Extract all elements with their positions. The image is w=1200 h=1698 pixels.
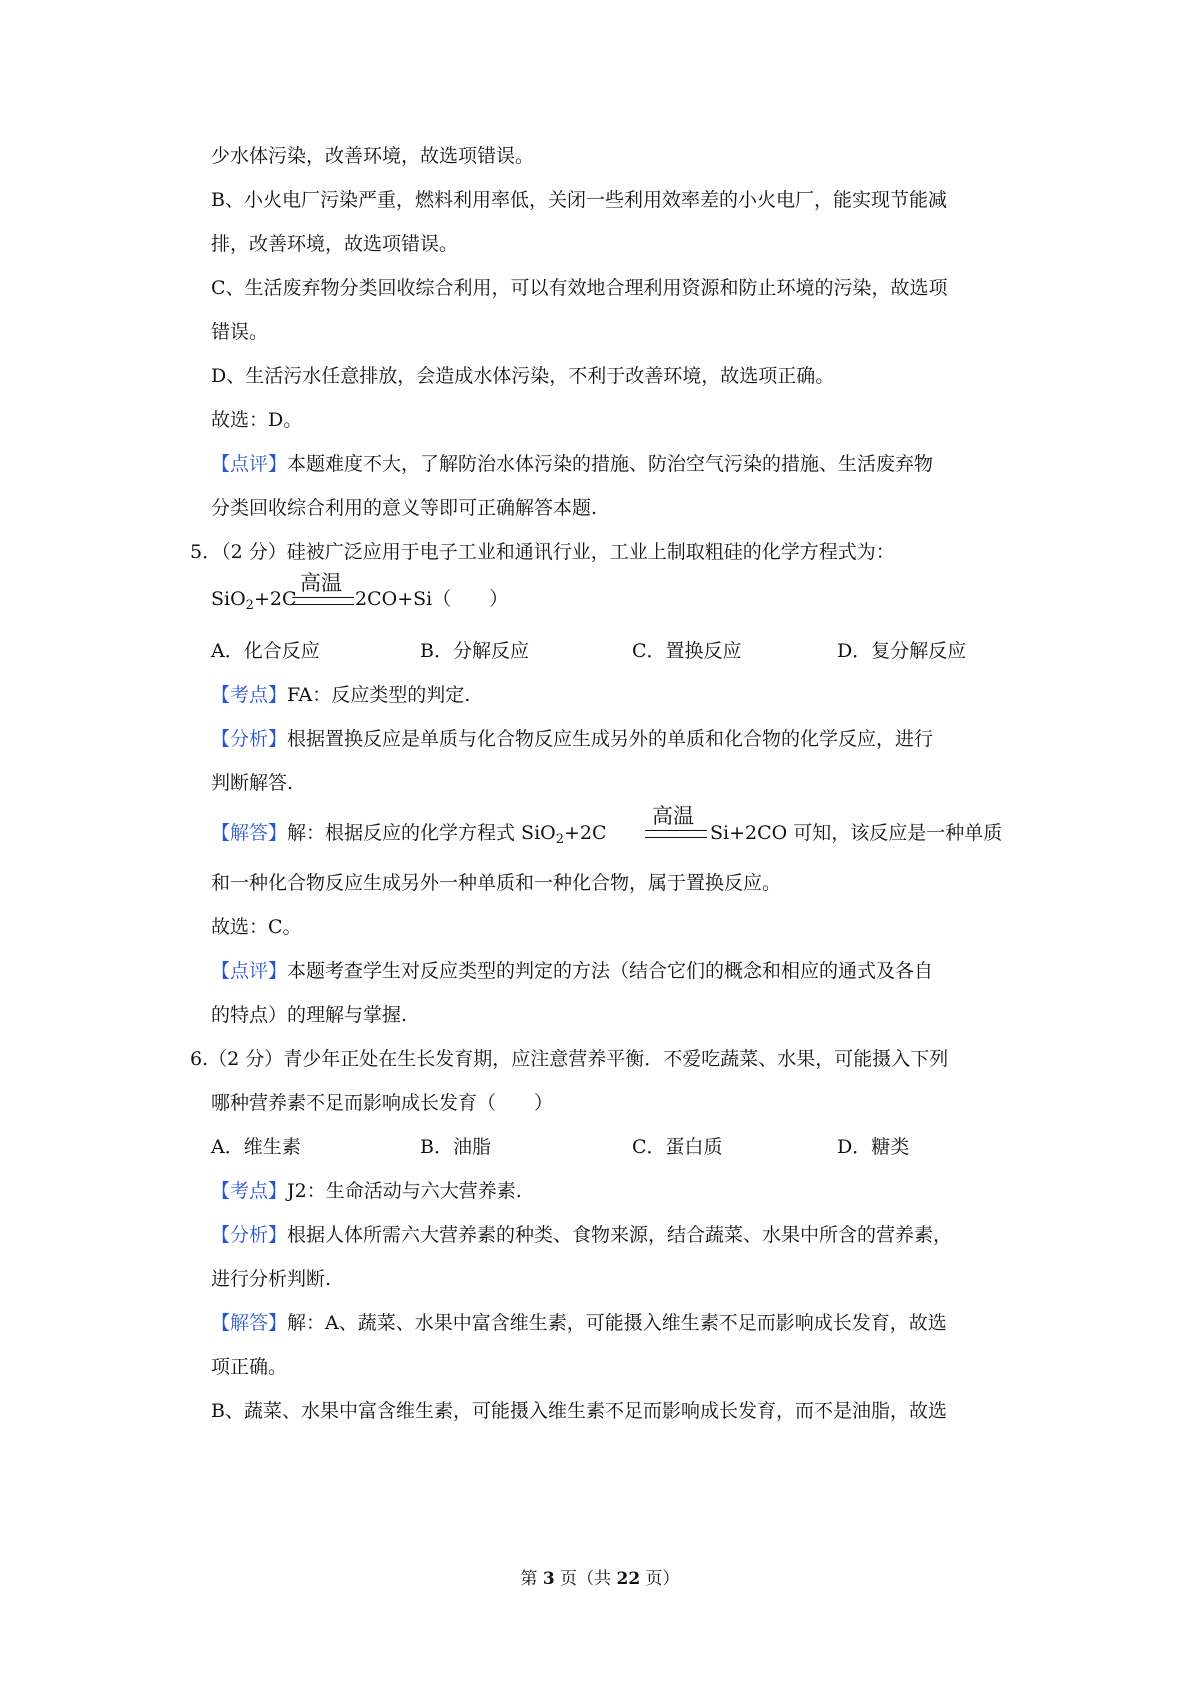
q4-option-b-line-1: B、小火电厂污染严重，燃料利用率低，关闭一些利用效率差的小火电厂，能实现节能减 [211,189,947,211]
q5-option-a: A．化合反应 [211,640,320,662]
q5-answer: 故选：C。 [211,916,302,938]
q4-line-1: 少水体污染，改善环境，故选项错误。 [211,145,535,167]
q6-stem-line-2: 哪种营养素不足而影响成长发育（ ） [211,1092,554,1114]
q6-knowledge-point: 【考点】J2：生命活动与六大营养素. [211,1180,522,1202]
reaction-condition: 高温 [652,804,694,828]
q5-solution-line-1: 【解答】解：根据反应的化学方程式 SiO$_2$+2C [211,822,607,847]
solution-equation-right: Si+2CO 可知，该反应是一种单质 [710,822,1003,844]
q5-option-b: B．分解反应 [420,640,529,662]
review-text: 本题难度不大，了解防治水体污染的措施、防治空气污染的措施、生活废弃物 [287,453,934,475]
q4-review-line-2: 分类回收综合利用的意义等即可正确解答本题. [211,497,598,519]
equals-sign [645,830,707,838]
q5-solution-line-2: 和一种化合物反应生成另外一种单质和一种化合物，属于置换反应。 [211,872,782,894]
q4-review-line-1 [211,455,933,474]
q6-solution-line-1: 【解答】解：A、蔬菜、水果中富含维生素，可能摄入维生素不足而影响成长发育，故选 [211,1312,947,1334]
page-footer: 第 3 页（共 22 页） [520,1569,680,1589]
q5-option-c: C．置换反应 [632,640,742,662]
q5-analysis-line-2: 判断解答. [211,772,294,794]
q6-option-b-explanation: B、蔬菜、水果中富含维生素，可能摄入维生素不足而影响成长发育，而不是油脂，故选 [211,1400,947,1422]
q4-option-c-line-1: C、生活废弃物分类回收综合利用，可以有效地合理利用资源和防止环境的污染，故选项 [211,277,948,299]
q4-option-c-line-2: 错误。 [211,321,269,343]
q6-stem-line-1: 6.（2 分）青少年正处在生长发育期，应注意营养平衡．不爱吃蔬菜、水果，可能摄入下列 [190,1048,949,1070]
q6-analysis-line-2: 进行分析判断. [211,1268,332,1290]
q5-option-d: D．复分解反应 [837,640,967,662]
q6-option-a: A．维生素 [211,1136,301,1158]
q5-stem-line-1: 5．（2 分）硅被广泛应用于电子工业和通讯行业，工业上制取粗硅的化学方程式为： [190,541,895,563]
equals-sign [292,597,354,605]
q5-analysis-line-1: 【分析】根据置换反应是单质与化合物反应生成另外的单质和化合物的化学反应，进行 [211,728,934,750]
q4-answer: 故选：D。 [211,409,303,431]
equation-right: 2CO+Si（ ） [355,588,509,610]
review-tag: 【点评】 [211,453,288,475]
q6-option-d: D．糖类 [837,1136,910,1158]
q6-option-b: B．油脂 [420,1136,491,1158]
page-number: 3 [542,1569,555,1589]
total-pages: 22 [616,1569,641,1589]
q5-review-line-2: 的特点）的理解与掌握. [211,1004,408,1026]
q4-option-d-line: D、生活污水任意排放，会造成水体污染，不利于改善环境，故选项正确。 [211,365,835,387]
reaction-condition: 高温 [300,571,342,595]
q6-solution-line-2: 项正确。 [211,1356,288,1378]
q6-analysis-line-1: 【分析】根据人体所需六大营养素的种类、食物来源，结合蔬菜、水果中所含的营养素， [211,1224,953,1246]
q6-option-c: C．蛋白质 [632,1136,723,1158]
equation-left: SiO$_2$+2C [211,588,297,613]
q5-equation [211,590,297,612]
q5-review-line-1: 【点评】本题考查学生对反应类型的判定的方法（结合它们的概念和相应的通式及各自 [211,960,934,982]
q5-knowledge-point: 【考点】FA：反应类型的判定. [211,684,471,706]
q4-option-b-line-2: 排，改善环境，故选项错误。 [211,233,459,255]
